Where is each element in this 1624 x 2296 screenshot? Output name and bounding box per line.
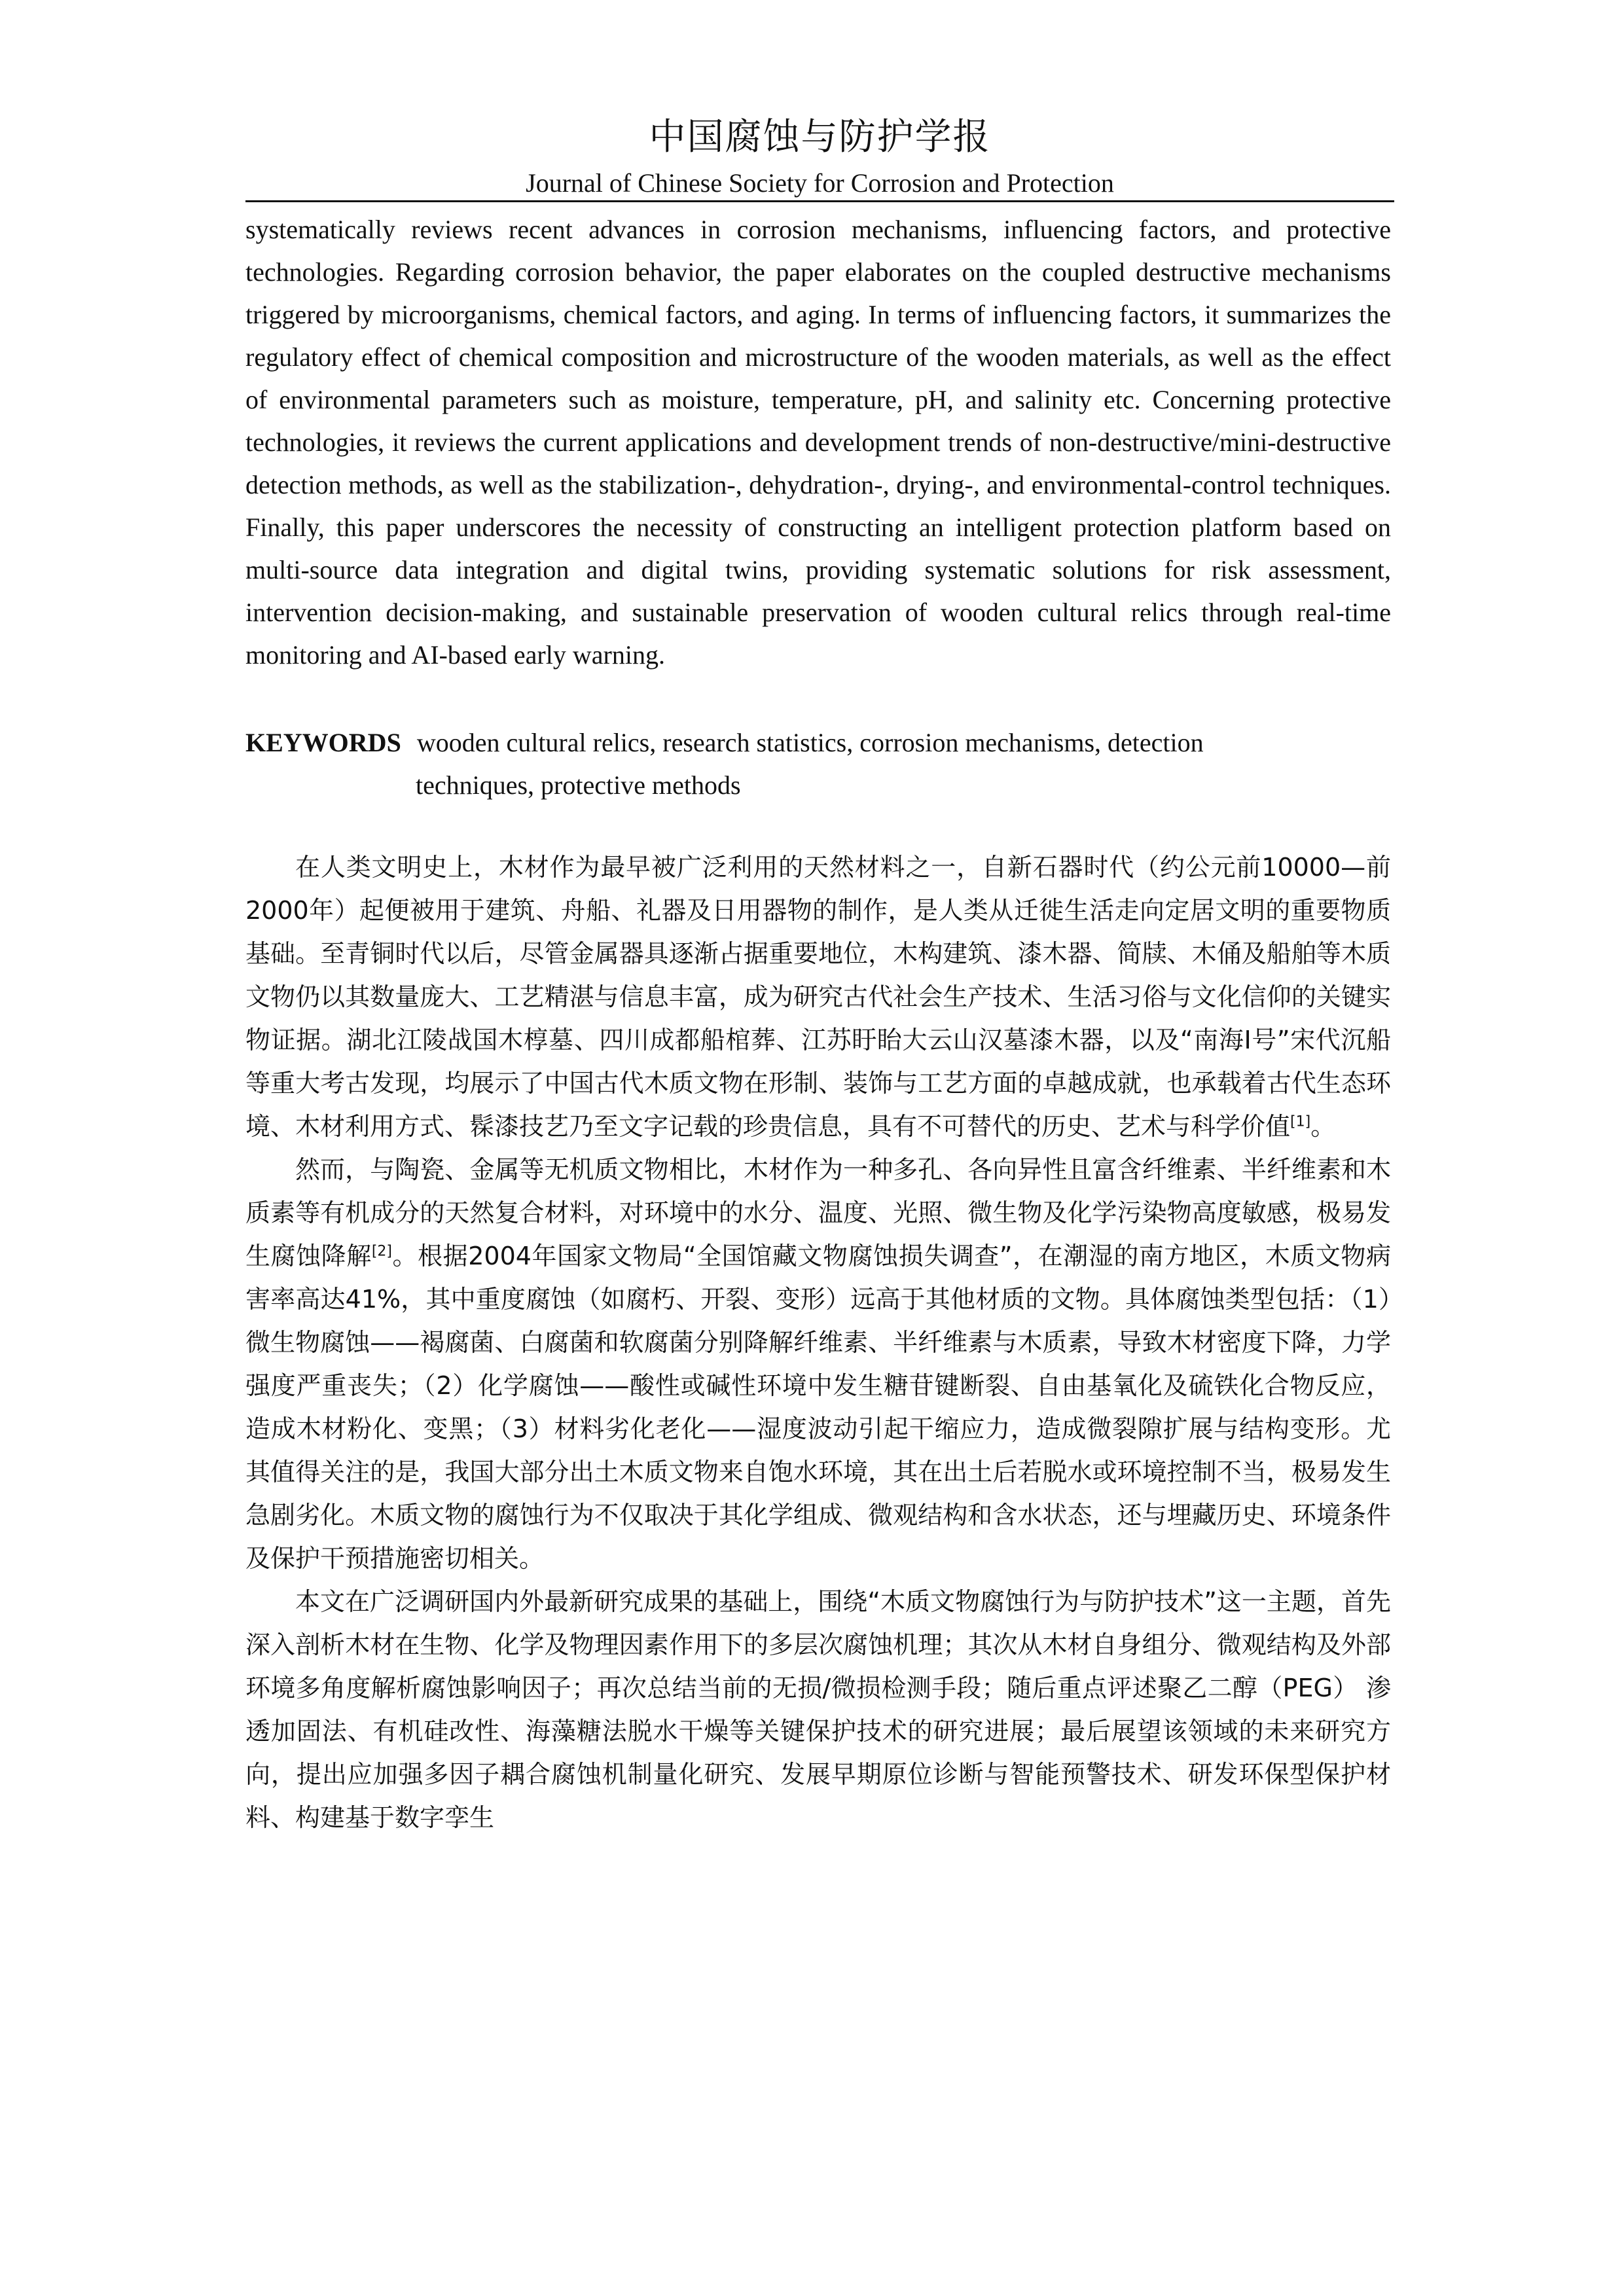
abstract-block — [245, 208, 1391, 676]
paragraph-1-text: 在人类文明史上，木材作为最早被广泛利用的天然材料之一，自新石器时代（约公元前10000—前2000年）起便被用于建筑、舟船、礼器及日用器物的制作，是人类从迁徙生活走向定居文明的重要物质基础。至青铜时代以后，尽管金属器具逐渐占据重要地位，木构建筑、漆木器、简牍、木俑及船舶等木质文物仍以其数量庞大、工艺精湛与信息丰富，成为研究古代社会生产技术、生活习俗与文化信仰的关键实物证据。湖北江陵战国木椁墓、四川成都船棺葬、江苏盱眙大云山汉墓漆木器，以及“南海I号”宋代沉船等重大考古发现，均展示了中国古代木质文物在形制、装饰与工艺方面的卓越成就，也承载着古代生态环境、木材利用方式、髹漆技艺乃至文字记载的珍贵信息，具有不可替代的历史、艺术与科学价值 — [245, 853, 1391, 1141]
paragraph-2 — [245, 1148, 1391, 1580]
abstract-text: systematically reviews recent advances in corrosion mechanisms, influencing factors, and protective technologies. Regarding corrosion behavior, the paper elaborates on the coupled destructive mechanisms triggered by microorganisms, chemical factors, and aging. In terms of influencing factors, it summarizes the regulatory effect of chemical composition and microstructure of the wooden materials, as well as the effect of environmental parameters such as moisture, temperature, pH, and salinity etc. Concerning protective technologies, it reviews the current applications and development trends of non-destructive/mini-destructive detection methods, as well as the stabilization-, dehydration-, drying-, and environmental-control techniques. Finally, this paper underscores the necessity of constructing an intelligent protection platform based on multi-source data integration and digital twins, providing systematic solutions for risk assessment, intervention decision-making, and sustainable preservation of wooden cultural relics through real-time monitoring and AI-based early warning. — [245, 215, 1391, 670]
running-header — [245, 111, 1394, 203]
journal-title-chinese: 中国腐蚀与防护学报 — [649, 116, 991, 158]
paragraph-2-text-a: 然而，与陶瓷、金属等无机质文物相比，木材作为一种多孔、各向异性且富含纤维素、半纤维素和木质素等有机成分的天然复合材料，对环境中的水分、温度、光照、微生物及化学污染物高度敏感，极易发生腐蚀降解 — [245, 1155, 1391, 1270]
body-text — [245, 846, 1391, 1839]
paragraph-1-end: 。 — [1310, 1112, 1336, 1141]
paragraph-1 — [245, 846, 1391, 1148]
citation-1: [1] — [1290, 1113, 1311, 1130]
keywords-label: KEYWORDS — [245, 728, 401, 757]
paragraph-3: 本文在广泛调研国内外最新研究成果的基础上，围绕“木质文物腐蚀行为与防护技术”这一主题，首先深入剖析木材在生物、化学及物理因素作用下的多层次腐蚀机理；其次从木材自身组分、微观结构及外部环境多角度解析腐蚀影响因子；再次总结当前的无损/微损检测手段；随后重点评述聚乙二醇（PEG） 渗透加固法、有机硅改性、海藻糖法脱水干燥等关键保护技术的研究进展；最后展望该领域的未来研究方向，提出应加强多因子耦合腐蚀机制量化研究、发展早期原位诊断与智能预警技术、研发环保型保护材料、构建基于数字孪生 — [245, 1587, 1391, 1832]
keywords-block — [245, 721, 1391, 806]
keywords-line-2: techniques, protective methods — [416, 770, 741, 800]
journal-title-english: Journal of Chinese Society for Corrosion and Protection — [526, 168, 1114, 198]
keywords-line-1: wooden cultural relics, research statistics, corrosion mechanisms, detection — [416, 728, 1204, 757]
paragraph-2-text-b: 。根据2004年国家文物局“全国馆藏文物腐蚀损失调查”，在潮湿的南方地区，木质文物病害率高达41%，其中重度腐蚀（如腐朽、开裂、变形）远高于其他材质的文物。具体腐蚀类型包括：（1）微生物腐蚀——褐腐菌、白腐菌和软腐菌分别降解纤维素、半纤维素与木质素，导致木材密度下降，力学强度严重丧失；（2）化学腐蚀——酸性或碱性环境中发生糖苷键断裂、自由基氧化及硫铁化合物反应，造成木材粉化、变黑；（3）材料劣化老化——湿度波动引起干缩应力，造成微裂隙扩展与结构变形。尤其值得关注的是，我国大部分出土木质文物来自饱水环境，其在出土后若脱水或环境控制不当，极易发生急剧劣化。木质文物的腐蚀行为不仅取决于其化学组成、微观结构和含水状态，还与埋藏历史、环境条件及保护干预措施密切相关。 — [245, 1242, 1391, 1573]
header-rule — [245, 200, 1394, 202]
citation-2: [2] — [371, 1243, 392, 1260]
